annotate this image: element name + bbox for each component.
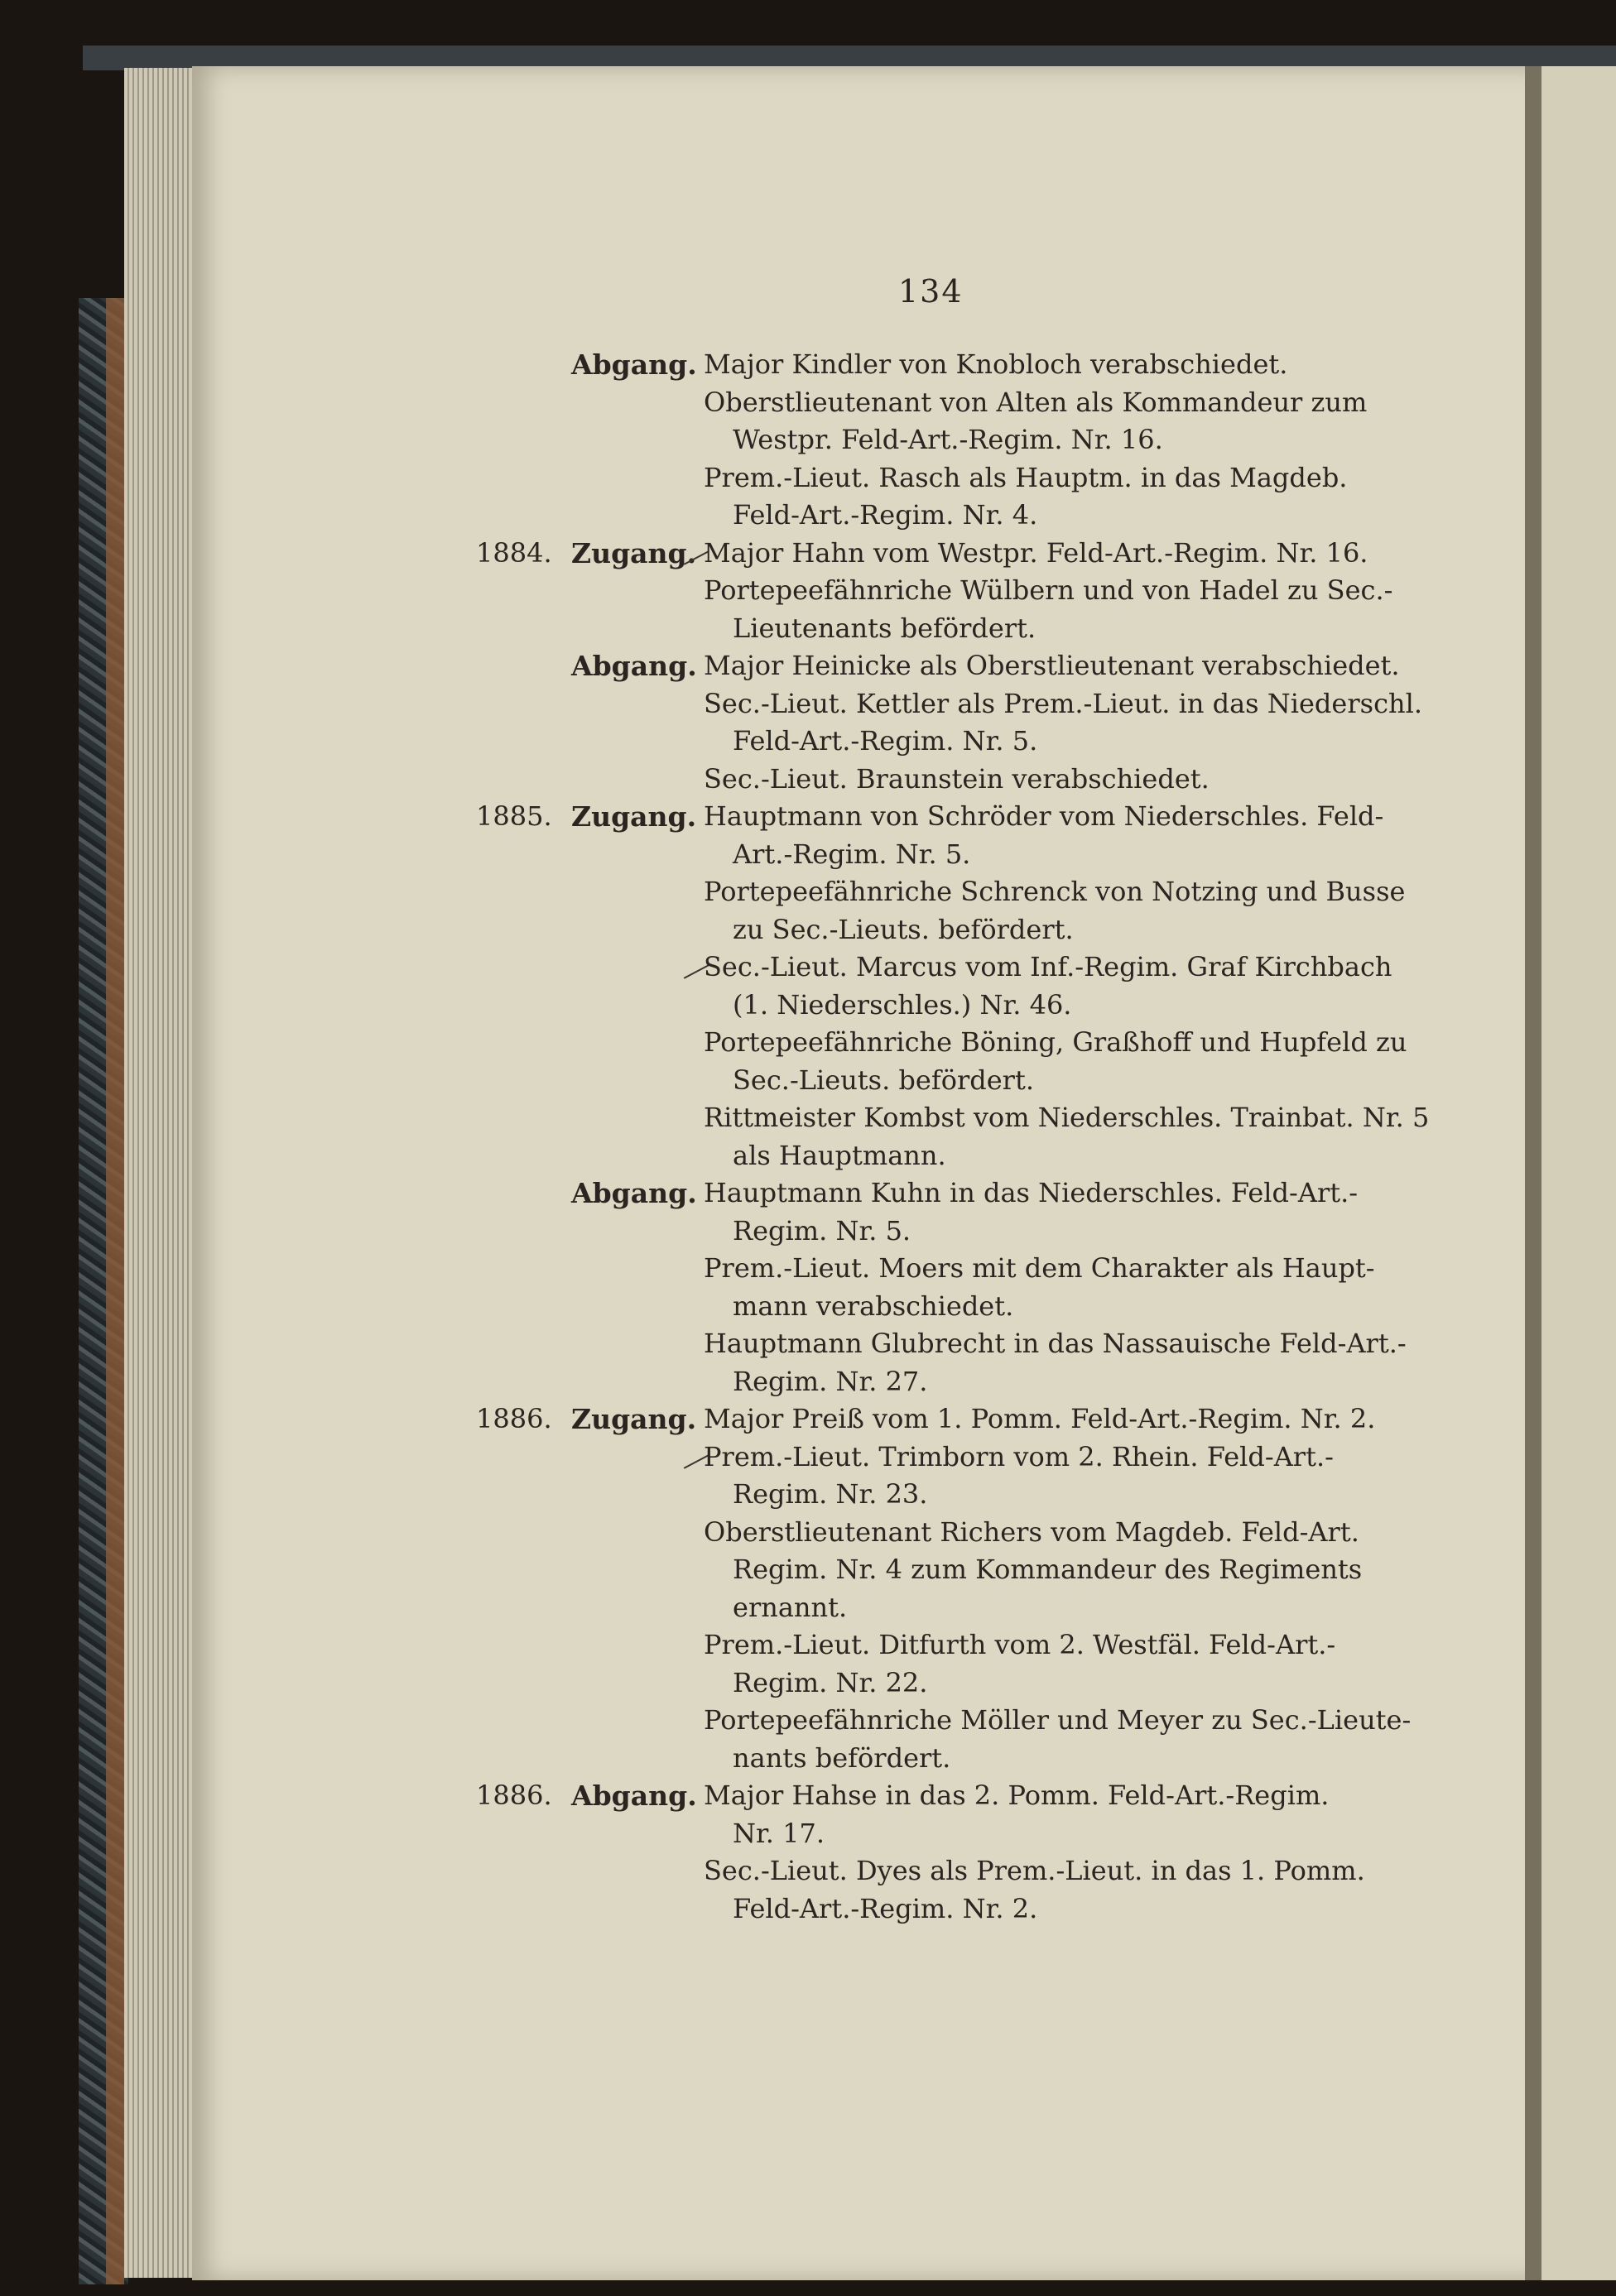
entry-line xyxy=(0,1551,1407,1589)
entry xyxy=(0,647,1407,685)
entry-line xyxy=(0,1213,1407,1251)
entry-line xyxy=(0,1325,1407,1363)
entry-line xyxy=(0,1137,1407,1175)
entry-text: Sec.-Lieut. Marcus vom Inf.-Regim. Graf Kirchbach xyxy=(704,951,1392,982)
entry xyxy=(0,535,1407,573)
entry xyxy=(0,1174,1407,1250)
entry-line xyxy=(0,987,1407,1025)
entry-line xyxy=(0,1363,1407,1401)
entry-text: Art.-Regim. Nr. 5. xyxy=(733,838,971,870)
entry-text: Portepeefähnriche Schrenck von Notzing und Busse xyxy=(704,876,1406,907)
entry xyxy=(0,572,1407,647)
entry xyxy=(0,761,1407,799)
entry-year: 1886. xyxy=(476,1403,552,1434)
entry-line xyxy=(0,610,1407,648)
entry-text: mann verabschiedet. xyxy=(733,1290,1014,1322)
entry-line xyxy=(0,1400,1407,1439)
entry-line xyxy=(0,1062,1407,1100)
entry-text: Major Hahse in das 2. Pomm. Feld-Art.-Regim. xyxy=(704,1780,1330,1811)
entry-line xyxy=(0,873,1407,911)
entry-text: Hauptmann Kuhn in das Niederschles. Feld-Art.- xyxy=(704,1177,1359,1208)
entry-list xyxy=(0,346,1430,1928)
entry-line xyxy=(0,535,1407,573)
entry-kind: Abgang. xyxy=(571,1780,697,1812)
entry-text: Lieutenants befördert. xyxy=(733,612,1036,644)
entry-line xyxy=(0,1702,1412,1740)
facing-page-edge xyxy=(1541,66,1616,2280)
entry-line xyxy=(0,1439,1407,1477)
entry-text: Regim. Nr. 23. xyxy=(733,1478,928,1510)
entry-text: Feld-Art.-Regim. Nr. 4. xyxy=(733,499,1038,531)
entry-line xyxy=(0,911,1407,949)
entry-text: Sec.-Lieuts. befördert. xyxy=(733,1064,1034,1096)
entry-line xyxy=(0,647,1407,685)
entry-text: Prem.-Lieut. Rasch als Hauptm. in das Magdeb. xyxy=(704,461,1348,493)
entry-line xyxy=(0,1777,1407,1815)
entry-year: 1886. xyxy=(476,1780,552,1811)
entry-text: nants befördert. xyxy=(733,1741,951,1774)
entry-line xyxy=(0,1626,1407,1664)
entry-text: als Hauptmann. xyxy=(733,1139,946,1171)
entry-text: Sec.-Lieut. Kettler als Prem.-Lieut. in das Niederschl. xyxy=(704,687,1422,719)
entry xyxy=(0,1852,1407,1928)
entry-line xyxy=(0,949,1407,987)
entry-line xyxy=(0,1024,1407,1062)
entry-text: Hauptmann Glubrecht in das Nassauische Feld-Art.- xyxy=(704,1328,1407,1359)
entry xyxy=(0,1702,1412,1777)
entry xyxy=(0,384,1407,459)
entry-text: Sec.-Lieut. Braunstein verabschiedet. xyxy=(704,762,1210,795)
entry-line xyxy=(0,685,1422,723)
entry-text: Feld-Art.-Regim. Nr. 5. xyxy=(733,725,1038,757)
entry xyxy=(0,798,1407,873)
entry-line xyxy=(0,421,1407,459)
entry-text: Feld-Art.-Regim. Nr. 2. xyxy=(733,1892,1038,1924)
entry-line xyxy=(0,497,1407,535)
entry xyxy=(0,1439,1407,1514)
entry-line xyxy=(0,572,1407,610)
entry-line xyxy=(0,1250,1407,1288)
entry-text: Rittmeister Kombst vom Niederschles. Trainbat. Nr. 5 xyxy=(704,1102,1430,1133)
entry-line xyxy=(0,1740,1407,1778)
entry-line xyxy=(0,761,1407,799)
entry-line xyxy=(0,1589,1407,1627)
entry-line xyxy=(0,1174,1407,1213)
entry-line xyxy=(0,1099,1430,1137)
entry-line xyxy=(0,1288,1407,1326)
entry-line xyxy=(0,1815,1407,1853)
entry-text: Portepeefähnriche Böning, Graßhoff und Hupfeld zu xyxy=(704,1026,1407,1058)
entry-text: Prem.-Lieut. Trimborn vom 2. Rhein. Feld-Art.- xyxy=(704,1440,1334,1472)
entry-text: Nr. 17. xyxy=(733,1817,825,1849)
entry-kind: Abgang. xyxy=(571,650,697,682)
entry xyxy=(0,1514,1407,1627)
entry xyxy=(0,1777,1407,1852)
entry-kind: Abgang. xyxy=(571,1177,697,1209)
entry xyxy=(0,1250,1407,1325)
entry-text: Prem.-Lieut. Ditfurth vom 2. Westfäl. Feld-Art.- xyxy=(704,1629,1336,1660)
entry-text: Oberstlieutenant Richers vom Magdeb. Feld-Art. xyxy=(704,1515,1359,1548)
entry-kind: Abgang. xyxy=(571,348,697,381)
entry-text: Prem.-Lieut. Moers mit dem Charakter als Haupt- xyxy=(704,1252,1375,1284)
entry-kind: Zugang. xyxy=(571,1403,697,1435)
entry-line xyxy=(0,1514,1407,1552)
entry-text: Portepeefähnriche Wülbern und von Hadel zu Sec.- xyxy=(704,574,1393,606)
page-number: 134 xyxy=(898,273,964,310)
entry-text: Sec.-Lieut. Dyes als Prem.-Lieut. in das 1. Pomm. xyxy=(704,1855,1365,1886)
entry-text: zu Sec.-Lieuts. befördert. xyxy=(733,913,1074,945)
entry-text: Hauptmann von Schröder vom Niederschles. Feld- xyxy=(704,800,1384,832)
entry xyxy=(0,1325,1407,1400)
entry-kind: Zugang. xyxy=(571,800,697,833)
entry-text: ernannt. xyxy=(733,1591,848,1623)
entry-text: Regim. Nr. 5. xyxy=(733,1214,911,1246)
entry-text: Portepeefähnriche Möller und Meyer zu Sec.-Lieute- xyxy=(704,1704,1412,1736)
entry xyxy=(0,949,1407,1024)
entry-line xyxy=(0,723,1407,761)
entry-year: 1884. xyxy=(476,536,552,569)
entry-text: Major Heinicke als Oberstlieutenant verabschiedet. xyxy=(704,650,1400,681)
entry-line xyxy=(0,1852,1407,1890)
entry xyxy=(0,873,1407,949)
entry-text: Oberstlieutenant von Alten als Kommandeur zum xyxy=(704,386,1368,418)
entry-line xyxy=(0,1664,1407,1703)
entry-line xyxy=(0,384,1407,422)
entry-line xyxy=(0,836,1407,874)
entry-text: Regim. Nr. 22. xyxy=(733,1666,928,1698)
entry-text: Major Kindler von Knobloch verabschiedet. xyxy=(704,348,1288,380)
entry-kind: Zugang. xyxy=(571,536,697,569)
entry xyxy=(0,1099,1430,1174)
entry xyxy=(0,1400,1407,1439)
entry-text: Major Hahn vom Westpr. Feld-Art.-Regim. Nr. 16. xyxy=(704,536,1368,569)
entry-line xyxy=(0,1476,1407,1514)
gutter xyxy=(1525,66,1541,2280)
entry xyxy=(0,1626,1407,1702)
entry xyxy=(0,685,1422,761)
entry-line xyxy=(0,1890,1407,1929)
entry-text: Westpr. Feld-Art.-Regim. Nr. 16. xyxy=(733,424,1163,455)
entry-line xyxy=(0,346,1407,384)
entry-line xyxy=(0,798,1407,836)
entry-text: Major Preiß vom 1. Pomm. Feld-Art.-Regim. Nr. 2. xyxy=(704,1403,1376,1434)
entry-year: 1885. xyxy=(476,800,552,832)
entry-text: Regim. Nr. 4 zum Kommandeur des Regiments xyxy=(733,1554,1363,1585)
entry-text: (1. Niederschles.) Nr. 46. xyxy=(733,988,1072,1021)
entry xyxy=(0,346,1407,384)
entry xyxy=(0,1024,1407,1099)
entry-line xyxy=(0,459,1407,497)
entry-text: Regim. Nr. 27. xyxy=(733,1365,928,1397)
entry xyxy=(0,459,1407,535)
